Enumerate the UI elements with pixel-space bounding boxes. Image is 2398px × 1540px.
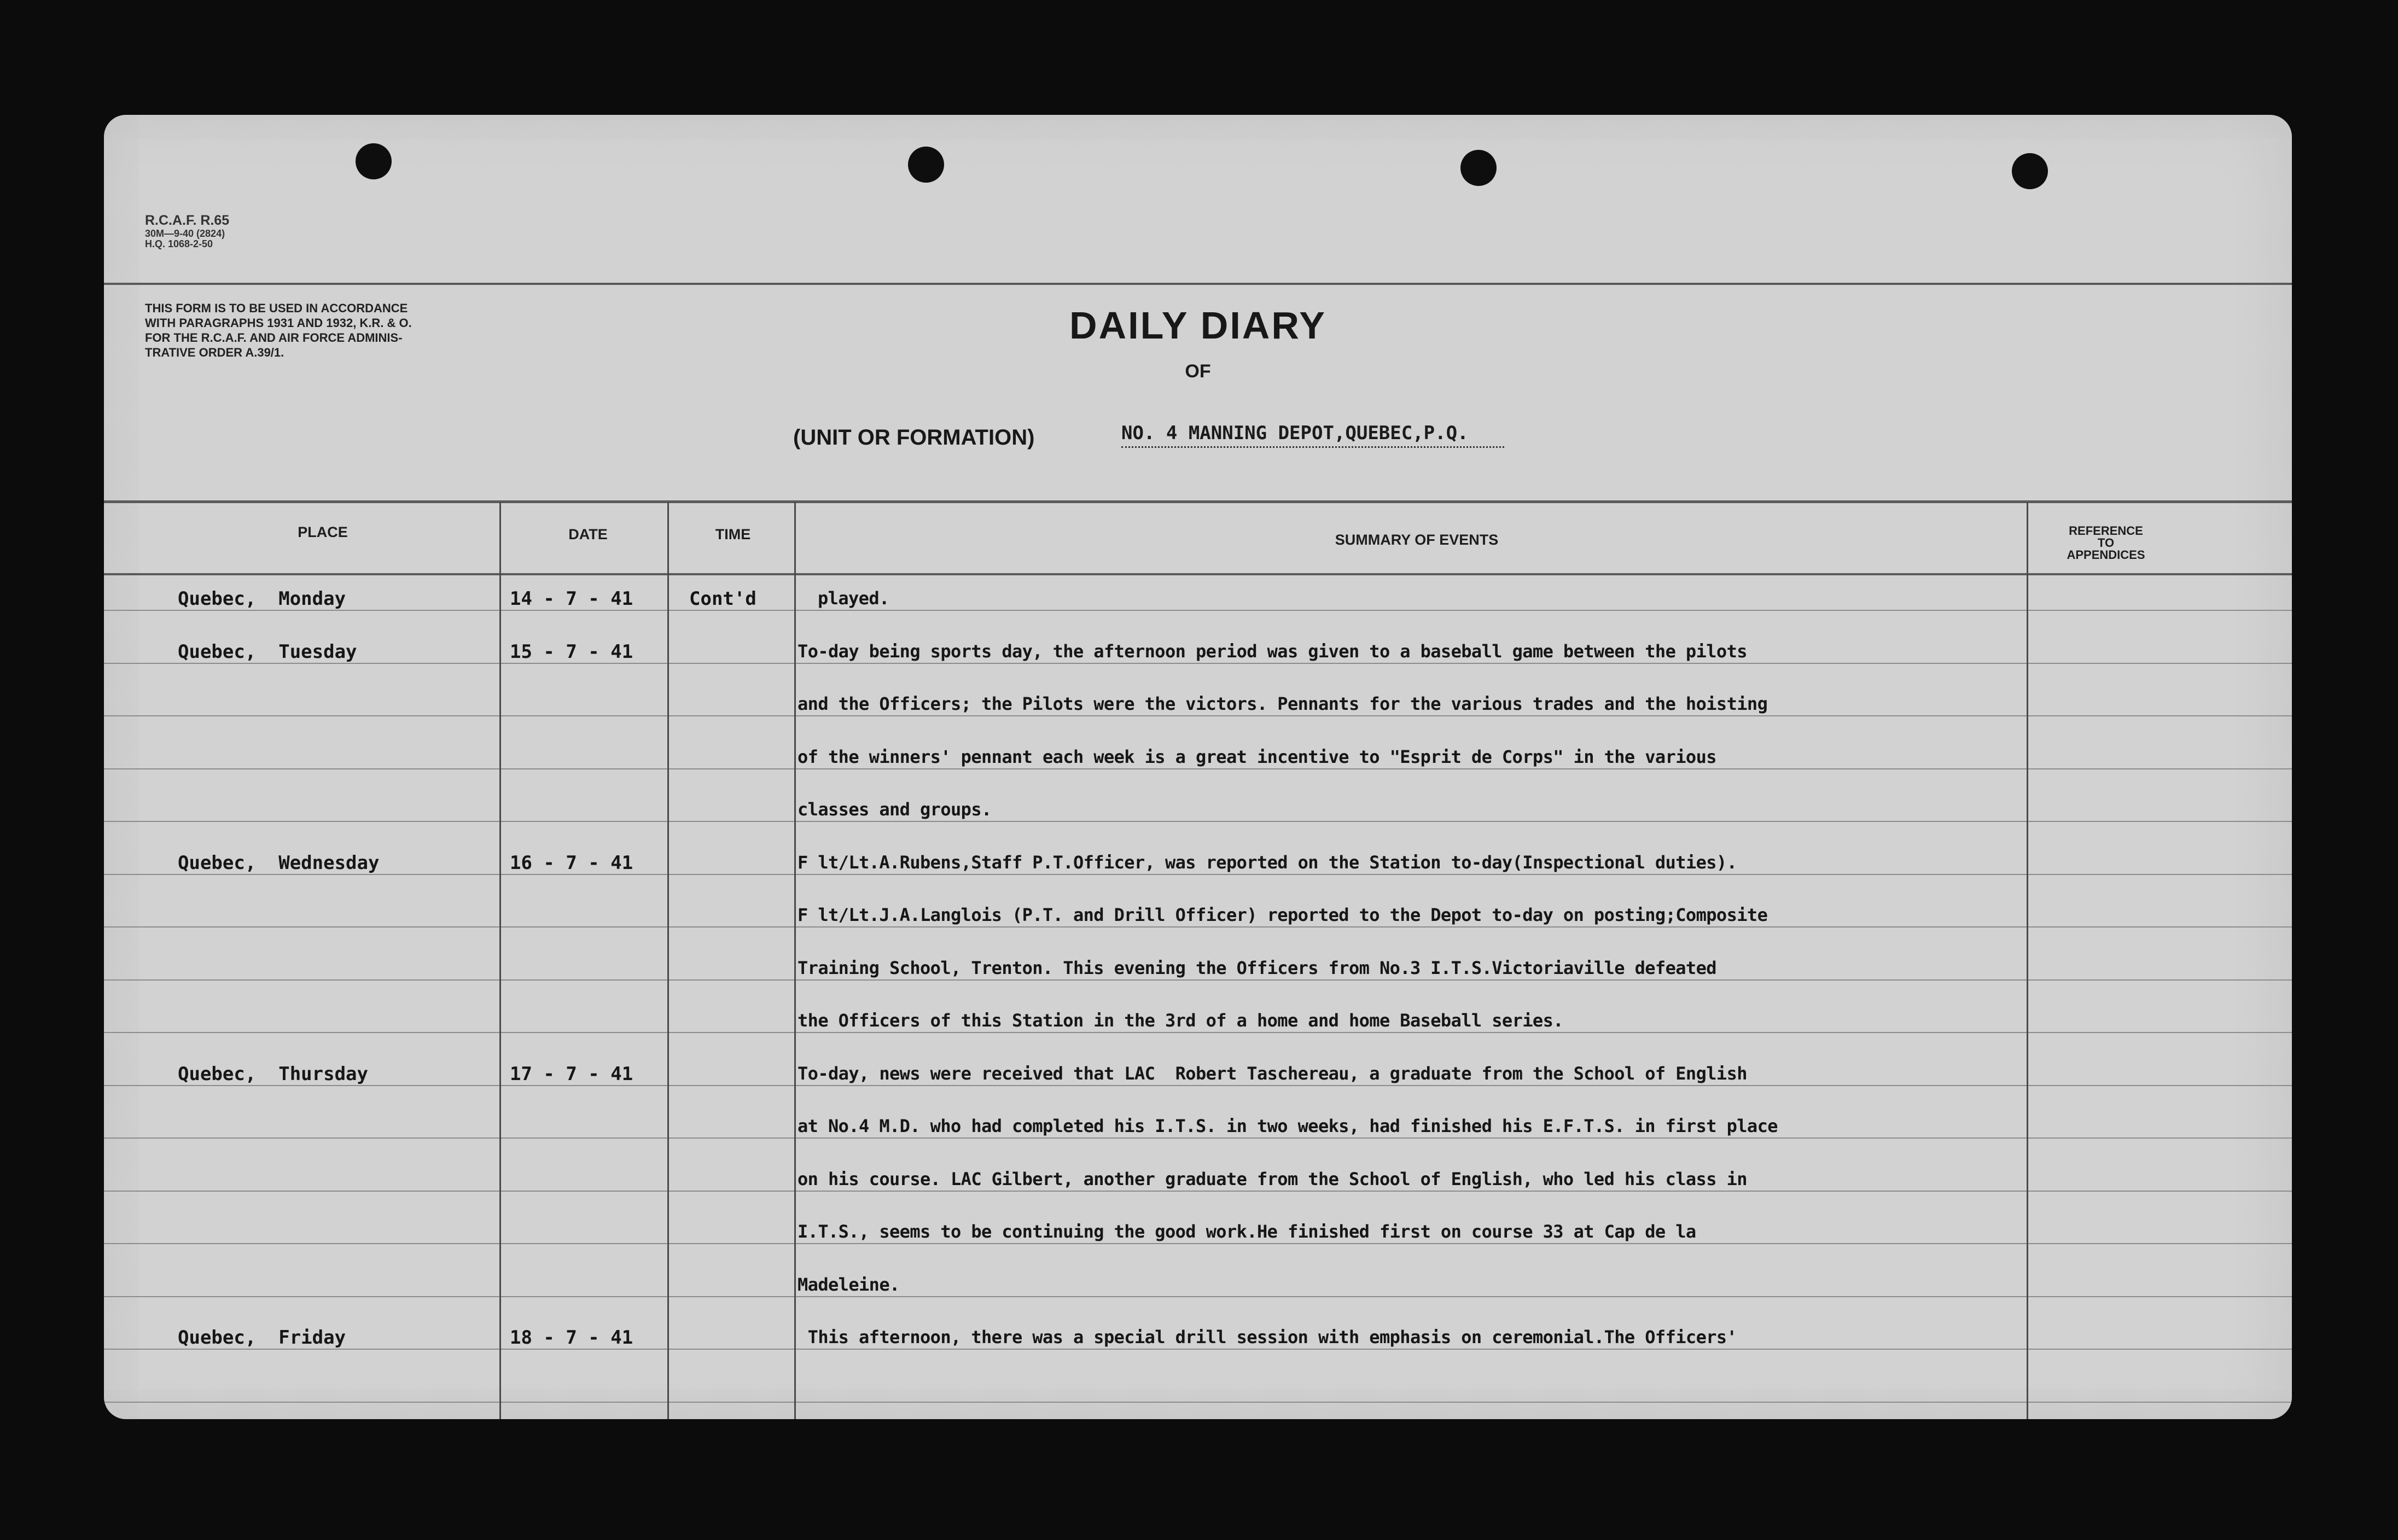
ruled-line	[104, 1191, 2292, 1192]
ruled-line	[104, 1138, 2292, 1139]
binder-hole	[908, 147, 944, 183]
ruled-line	[104, 768, 2292, 769]
form-title-of: OF	[1185, 361, 1211, 382]
ruled-line	[104, 821, 2292, 822]
entry-place: Quebec, Monday	[178, 588, 346, 610]
column-header-date: DATE	[568, 526, 608, 542]
diary-form-card	[104, 115, 2292, 1419]
entry-summary-line: I.T.S., seems to be continuing the good work.He finished first on course 33 at Cap de la	[798, 1221, 1696, 1242]
entry-summary-line: To-day being sports day, the afternoon period was given to a baseball game between the pilots	[798, 640, 1747, 662]
ruled-line	[104, 979, 2292, 981]
top-rule	[104, 283, 2292, 285]
entry-place: Quebec, Tuesday	[178, 640, 357, 663]
ruled-line	[104, 926, 2292, 928]
entry-summary-line: Madeleine.	[798, 1274, 900, 1295]
entry-summary-line: played.	[818, 588, 889, 609]
binder-hole	[356, 143, 392, 179]
ruled-line	[104, 1296, 2292, 1297]
ruled-line	[104, 874, 2292, 875]
form-title: DAILY DIARY	[1069, 304, 1326, 347]
entry-place: Quebec, Friday	[178, 1327, 346, 1349]
entry-date: 14 - 7 - 41	[510, 588, 633, 610]
entry-summary-line: classes and groups.	[798, 799, 992, 820]
entry-summary-line: of the winners' pennant each week is a great incentive to "Esprit de Corps" in the various	[798, 746, 1716, 767]
entry-date: 17 - 7 - 41	[510, 1063, 633, 1085]
column-header-summary: SUMMARY OF EVENTS	[1335, 532, 1499, 548]
column-divider	[2027, 502, 2028, 1419]
unit-value: NO. 4 MANNING DEPOT,QUEBEC,P.Q.	[1121, 422, 1504, 448]
binder-hole	[2012, 153, 2048, 189]
ruled-line	[104, 715, 2292, 716]
entry-date: 15 - 7 - 41	[510, 640, 633, 663]
entry-summary-line: This afternoon, there was a special drill session with emphasis on ceremonial.The Officers'	[798, 1327, 1737, 1348]
form-code: H.Q. 1068-2-50	[145, 238, 213, 250]
column-divider	[499, 502, 501, 1419]
entry-summary-line: the Officers of this Station in the 3rd of a home and home Baseball series.	[798, 1010, 1563, 1031]
entry-date: 16 - 7 - 41	[510, 851, 633, 874]
header-bottom-rule	[104, 573, 2292, 575]
ruled-line	[104, 1349, 2292, 1350]
binder-hole	[1460, 150, 1497, 186]
ruled-line	[104, 610, 2292, 611]
entry-summary-line: at No.4 M.D. who had completed his I.T.S. in two weeks, had finished his E.F.T.S. in first place	[798, 1116, 1778, 1136]
entry-place: Quebec, Wednesday	[178, 851, 380, 874]
column-divider	[667, 502, 669, 1419]
entry-summary-line: Training School, Trenton. This evening the Officers from No.3 I.T.S.Victoriaville defeated	[798, 957, 1716, 978]
form-instruction: THIS FORM IS TO BE USED IN ACCORDANCE WITH PARAGRAPHS 1931 AND 1932, K.R. & O. FOR THE R.C.A.F. AND AIR FORCE ADMINIS- TRATIVE ORDER A.39/1.	[145, 301, 412, 359]
entry-place: Quebec, Thursday	[178, 1063, 368, 1085]
form-number: R.C.A.F. R.65	[145, 213, 230, 228]
column-header-place: PLACE	[298, 524, 348, 540]
column-divider	[794, 502, 796, 1419]
entry-time: Cont'd	[689, 588, 756, 610]
entry-summary-line: F lt/Lt.A.Rubens,Staff P.T.Officer, was reported on the Station to-day(Inspectional duties).	[798, 851, 1737, 873]
ruled-line	[104, 1032, 2292, 1033]
column-header-reference: REFERENCE TO APPENDICES	[2067, 524, 2145, 562]
form-identifier	[145, 213, 229, 250]
header-top-rule	[104, 500, 2292, 503]
ruled-line	[104, 1402, 2292, 1403]
entry-summary-line: F lt/Lt.J.A.Langlois (P.T. and Drill Officer) reported to the Depot to-day on posting;Composite	[798, 905, 1768, 925]
ruled-line	[104, 1085, 2292, 1086]
entry-summary-line: and the Officers; the Pilots were the victors. Pennants for the various trades and the hoisting	[798, 693, 1768, 714]
column-header-time: TIME	[715, 526, 751, 542]
entry-summary-line: on his course. LAC Gilbert, another graduate from the School of English, who led his class in	[798, 1168, 1747, 1189]
ruled-line	[104, 663, 2292, 664]
form-code: 30M—9-40 (2824)	[145, 228, 225, 239]
ruled-line	[104, 1243, 2292, 1244]
unit-label: (UNIT OR FORMATION)	[793, 425, 1035, 450]
entry-date: 18 - 7 - 41	[510, 1327, 633, 1349]
entry-summary-line: To-day, news were received that LAC Robert Taschereau, a graduate from the School of English	[798, 1063, 1747, 1084]
